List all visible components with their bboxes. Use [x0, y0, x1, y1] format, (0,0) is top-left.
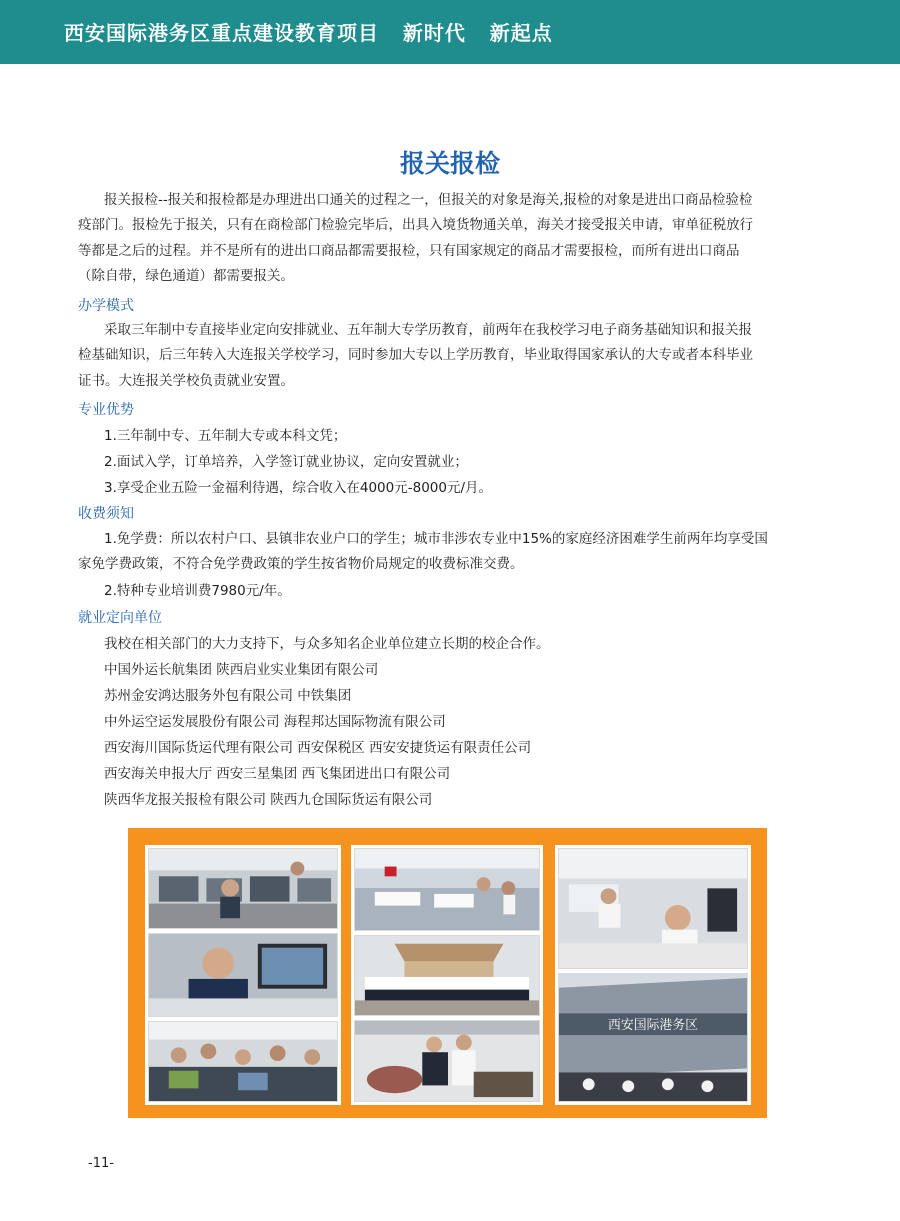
photo-column-1 — [145, 845, 341, 1105]
fees-item: 2.特种专业培训费7980元/年。 — [104, 583, 291, 599]
intro-line: 疫部门。报检先于报关，只有在商检部门检验完毕后，出具入境货物通关单，海关才接受报关申请，审单征税放行 — [78, 217, 753, 234]
fees-line: 1.免学费：所以农村户口、县镇非农业户口的学生；城市非涉农专业中15%的家庭经济困难学生前两年均享受国 — [104, 531, 768, 547]
photo-collage — [128, 828, 767, 1118]
photo-customs-officer-desk — [558, 848, 748, 969]
intro-line: 等都是之后的过程。并不是所有的进出口商品都需要报检，只有国家规定的商品才需要报检，而所有进出口商品 — [78, 242, 740, 259]
fees-paragraph — [78, 527, 828, 578]
photo-graduation-group — [354, 935, 540, 1016]
mode-line: 采取三年制中专直接毕业定向安排就业、五年制大专学历教育，前两年在我校学习电子商务基础知识和报关报 — [104, 322, 752, 338]
section-heading-fees: 收费须知 — [78, 506, 134, 522]
intro-paragraph — [78, 188, 828, 290]
photo-computer-lab — [148, 848, 338, 929]
intro-line: （除自带，绿色通道）都需要报关。 — [78, 268, 294, 285]
intro-line: 报关报检--报关和报检都是办理进出口通关的过程之一，但报关的对象是海关,报检的对象是进出口商品检验检 — [104, 192, 753, 208]
photo-port-building — [558, 973, 748, 1102]
company-line: 中国外运长航集团 陕西启业实业集团有限公司 — [104, 662, 379, 678]
company-line: 西安海川国际货运代理有限公司 西安保税区 西安安捷货运有限责任公司 — [104, 740, 532, 756]
photo-column-3 — [555, 845, 751, 1105]
company-line: 苏州金安鸿达服务外包有限公司 中铁集团 — [104, 688, 352, 704]
company-line: 西安海关申报大厅 西安三星集团 西飞集团进出口有限公司 — [104, 766, 451, 782]
page-number: -11- — [88, 1156, 114, 1171]
page-title: 报关报检 — [399, 149, 500, 178]
company-line: 中外运空运发展股份有限公司 海程邦达国际物流有限公司 — [104, 714, 446, 730]
employment-intro: 我校在相关部门的大力支持下，与众多知名企业单位建立长期的校企合作。 — [104, 636, 550, 652]
header-title: 西安国际港务区重点建设教育项目 新时代 新起点 — [64, 21, 553, 45]
section-heading-advantage: 专业优势 — [78, 402, 134, 418]
fees-line: 家免学费政策，不符合免学费政策的学生按省物价局规定的收费标准交费。 — [78, 556, 524, 573]
mode-paragraph — [78, 318, 828, 394]
advantage-item: 1.三年制中专、五年制大专或本科文凭； — [104, 428, 347, 444]
photo-student-at-computer — [148, 933, 338, 1017]
company-line: 陕西华龙报关报检有限公司 陕西九仓国际货运有限公司 — [104, 792, 433, 808]
photo-customs-inspection — [354, 1020, 540, 1102]
mode-line: 证书。大连报关学校负责就业安置。 — [78, 372, 294, 389]
photo-classroom-group — [148, 1021, 338, 1102]
section-heading-mode: 办学模式 — [78, 298, 134, 314]
advantage-item: 2.面试入学，订单培养，入学签订就业协议，定向安置就业； — [104, 454, 468, 470]
photo-office-hall — [354, 848, 540, 931]
building-sign-text: 西安国际港务区 — [607, 1017, 699, 1033]
mode-line: 检基础知识，后三年转入大连报关学校学习，同时参加大专以上学历教育，毕业取得国家承认的大专或者本科毕业 — [78, 347, 753, 364]
section-heading-employment: 就业定向单位 — [78, 610, 162, 626]
advantage-item: 3.享受企业五险一金福利待遇，综合收入在4000元-8000元/月。 — [104, 480, 493, 496]
photo-column-2 — [351, 845, 543, 1105]
header-bar — [0, 0, 900, 64]
